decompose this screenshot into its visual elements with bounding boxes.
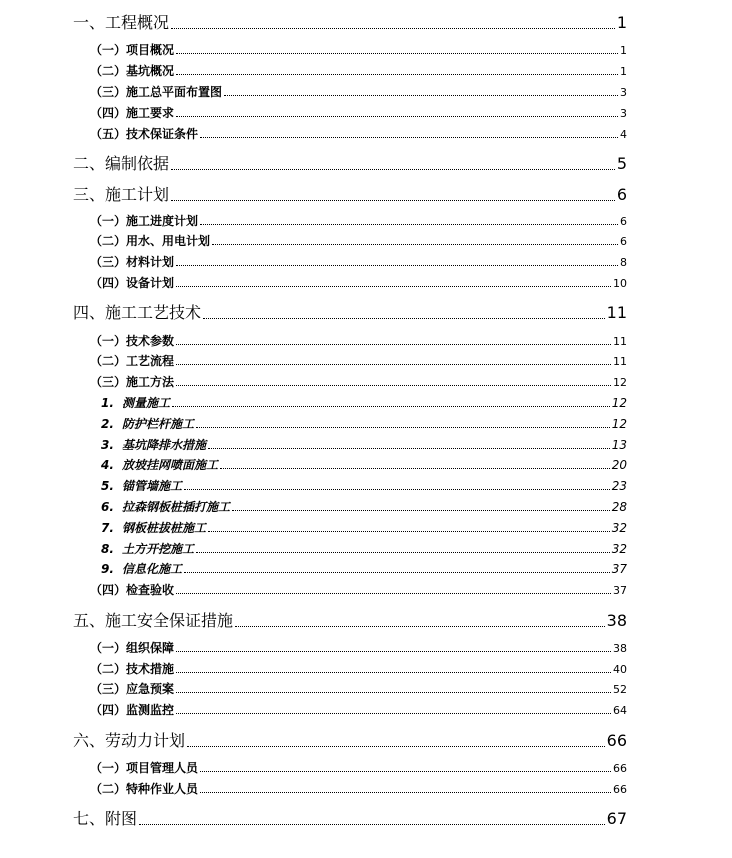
toc-entry-text: 放坡挂网喷面施工	[122, 458, 219, 472]
toc-entry-label: 一、工程概况	[73, 13, 170, 32]
toc-entry-label: （四）施工要求	[90, 106, 175, 120]
toc-entry-label: 六、劳动力计划	[73, 731, 186, 750]
toc-entry[interactable]	[73, 611, 627, 631]
dot-leader	[184, 572, 610, 573]
toc-page-number: 52	[613, 683, 627, 696]
toc-entry-number: 8.	[101, 542, 114, 556]
toc-entry[interactable]	[101, 458, 627, 473]
toc-entry[interactable]	[90, 641, 627, 656]
dot-leader	[176, 364, 611, 365]
toc-page-number: 66	[613, 762, 627, 775]
toc-entry-label: （一）施工进度计划	[90, 214, 199, 228]
toc-entry-label	[101, 458, 218, 473]
dot-leader	[176, 672, 611, 673]
toc-entry-label	[101, 396, 170, 411]
toc-entry-label: 四、施工工艺技术	[73, 303, 202, 322]
toc-entry[interactable]	[101, 500, 627, 515]
dot-leader	[235, 626, 605, 627]
dot-leader	[176, 713, 611, 714]
toc-page-number: 6	[620, 235, 627, 248]
toc-entry[interactable]	[73, 731, 627, 751]
toc-entry-number: 4.	[101, 458, 114, 472]
toc-page-number: 6	[616, 185, 627, 204]
toc-entry[interactable]	[90, 354, 627, 369]
toc-entry-label: （二）用水、用电计划	[90, 234, 211, 248]
toc-entry[interactable]	[73, 13, 627, 33]
dot-leader	[139, 824, 605, 825]
dot-leader	[220, 468, 610, 469]
toc-page-number: 38	[606, 611, 627, 630]
toc-entry[interactable]	[90, 64, 627, 79]
toc-page-number: 37	[613, 584, 627, 597]
dot-leader	[176, 116, 618, 117]
toc-page-number: 66	[606, 731, 627, 750]
toc-entry[interactable]	[90, 43, 627, 58]
toc-entry-label	[101, 542, 194, 557]
dot-leader	[184, 489, 610, 490]
toc-entry-label: （五）技术保证条件	[90, 127, 199, 141]
dot-leader	[176, 74, 618, 75]
toc-entry-label: （二）技术措施	[90, 662, 175, 676]
toc-entry-number: 3.	[101, 438, 114, 452]
toc-page-number: 12	[611, 396, 627, 410]
toc-page-number: 67	[606, 809, 627, 828]
toc-entry[interactable]	[90, 375, 627, 390]
dot-leader	[224, 95, 618, 96]
dot-leader	[176, 344, 611, 345]
toc-entry-label: （二）特种作业人员	[90, 782, 199, 796]
toc-page-number: 1	[620, 65, 627, 78]
toc-page-number: 11	[613, 355, 627, 368]
toc-entry-label: 七、附图	[73, 809, 138, 828]
toc-page-number: 3	[620, 107, 627, 120]
toc-page-number: 11	[613, 335, 627, 348]
dot-leader	[232, 510, 610, 511]
dot-leader	[176, 651, 611, 652]
dot-leader	[176, 692, 611, 693]
dot-leader	[196, 552, 610, 553]
dot-leader	[176, 53, 618, 54]
toc-entry-label: （二）基坑概况	[90, 64, 175, 78]
toc-entry-number: 1.	[101, 396, 114, 410]
toc-entry[interactable]	[73, 809, 627, 829]
toc-entry-label	[101, 417, 194, 432]
dot-leader	[212, 244, 618, 245]
toc-entry[interactable]	[101, 479, 627, 494]
toc-entry[interactable]	[101, 562, 627, 577]
toc-page-number: 10	[613, 277, 627, 290]
toc-entry[interactable]	[73, 185, 627, 205]
toc-entry-label	[101, 500, 230, 515]
toc-entry-label: （一）项目管理人员	[90, 761, 199, 775]
toc-entry-label: 五、施工安全保证措施	[73, 611, 234, 630]
dot-leader	[176, 286, 611, 287]
toc-entry-label	[101, 562, 182, 577]
toc-page-number: 20	[611, 458, 627, 472]
toc-entry-label: （一）技术参数	[90, 334, 175, 348]
toc-entry-label: （三）施工总平面布置图	[90, 85, 223, 99]
dot-leader	[171, 28, 615, 29]
toc-entry-label: （四）设备计划	[90, 276, 175, 290]
toc-entry-number: 2.	[101, 417, 114, 431]
toc-page-number: 40	[613, 663, 627, 676]
toc-page-number: 64	[613, 704, 627, 717]
toc-page-number: 37	[611, 562, 627, 576]
toc-entry[interactable]	[90, 106, 627, 121]
toc-entry-label: 三、施工计划	[73, 185, 170, 204]
toc-entry[interactable]	[90, 234, 627, 249]
toc-page-number: 5	[616, 154, 627, 173]
toc-entry[interactable]	[90, 255, 627, 270]
toc-page-number: 4	[620, 128, 627, 141]
dot-leader	[208, 531, 610, 532]
toc-entry[interactable]	[73, 154, 627, 174]
dot-leader	[200, 771, 611, 772]
toc-page-number: 28	[611, 500, 627, 514]
dot-leader	[200, 224, 618, 225]
dot-leader	[208, 448, 610, 449]
toc-entry-text: 拉森钢板桩插打施工	[122, 500, 231, 514]
toc-entry-number: 9.	[101, 562, 114, 576]
toc-entry-label: （三）材料计划	[90, 255, 175, 269]
toc-entry[interactable]	[90, 662, 627, 677]
toc-page-number: 66	[613, 783, 627, 796]
toc-entry[interactable]	[101, 396, 627, 411]
toc-page-number: 6	[620, 215, 627, 228]
dot-leader	[196, 427, 610, 428]
toc-entry-number: 5.	[101, 479, 114, 493]
toc-entry[interactable]	[101, 438, 627, 453]
toc-page-number: 23	[611, 479, 627, 493]
toc-entry-label: （三）应急预案	[90, 682, 175, 696]
toc-entry-label: （一）项目概况	[90, 43, 175, 57]
toc-entry[interactable]	[90, 214, 627, 229]
toc-entry-text: 测量施工	[122, 396, 171, 410]
toc-entry[interactable]	[101, 417, 627, 432]
toc-entry-label: （四）检查验收	[90, 583, 175, 597]
toc-page-number: 32	[611, 521, 627, 535]
toc-entry-text: 土方开挖施工	[122, 542, 195, 556]
toc-page-number: 32	[611, 542, 627, 556]
toc-entry[interactable]	[90, 682, 627, 697]
toc-entry[interactable]	[90, 703, 627, 718]
toc-entry[interactable]	[90, 761, 627, 776]
dot-leader	[187, 746, 605, 747]
toc-page-number: 1	[616, 13, 627, 32]
dot-leader	[200, 137, 618, 138]
toc-entry[interactable]	[90, 85, 627, 100]
toc-entry-text: 基坑降排水措施	[122, 438, 207, 452]
toc-entry-label: （一）组织保障	[90, 641, 175, 655]
toc-page-number: 12	[611, 417, 627, 431]
toc-entry[interactable]	[101, 542, 627, 557]
toc-entry-text: 钢板桩拔桩施工	[122, 521, 207, 535]
toc-entry-number: 6.	[101, 500, 114, 514]
toc-entry-label: 二、编制依据	[73, 154, 170, 173]
toc-entry[interactable]	[90, 583, 627, 598]
toc-entry-label: （三）施工方法	[90, 375, 175, 389]
toc-entry-label	[101, 521, 206, 536]
dot-leader	[172, 406, 610, 407]
dot-leader	[200, 792, 611, 793]
dot-leader	[171, 169, 615, 170]
toc-page-number: 13	[611, 438, 627, 452]
dot-leader	[203, 318, 605, 319]
toc-entry[interactable]	[90, 127, 627, 142]
toc-page-number: 8	[620, 256, 627, 269]
dot-leader	[171, 200, 615, 201]
toc-page-number: 3	[620, 86, 627, 99]
toc-entry-label: （二）工艺流程	[90, 354, 175, 368]
toc-entry[interactable]	[90, 334, 627, 349]
toc-entry-text: 信息化施工	[122, 562, 183, 576]
toc-entry-number: 7.	[101, 521, 114, 535]
dot-leader	[176, 593, 611, 594]
toc-entry[interactable]	[101, 521, 627, 536]
toc-page-number: 12	[613, 376, 627, 389]
toc-entry-text: 锚管墙施工	[122, 479, 183, 493]
toc-entry-label: （四）监测监控	[90, 703, 175, 717]
toc-entry[interactable]	[90, 782, 627, 797]
dot-leader	[176, 385, 611, 386]
toc-entry-label	[101, 479, 182, 494]
toc-entry[interactable]	[73, 303, 627, 323]
toc-entry-label	[101, 438, 206, 453]
toc-page-number: 38	[613, 642, 627, 655]
dot-leader	[176, 265, 618, 266]
toc-page-number: 11	[606, 303, 627, 322]
toc-page-number: 1	[620, 44, 627, 57]
toc-entry[interactable]	[90, 276, 627, 291]
toc-entry-text: 防护栏杆施工	[122, 417, 195, 431]
